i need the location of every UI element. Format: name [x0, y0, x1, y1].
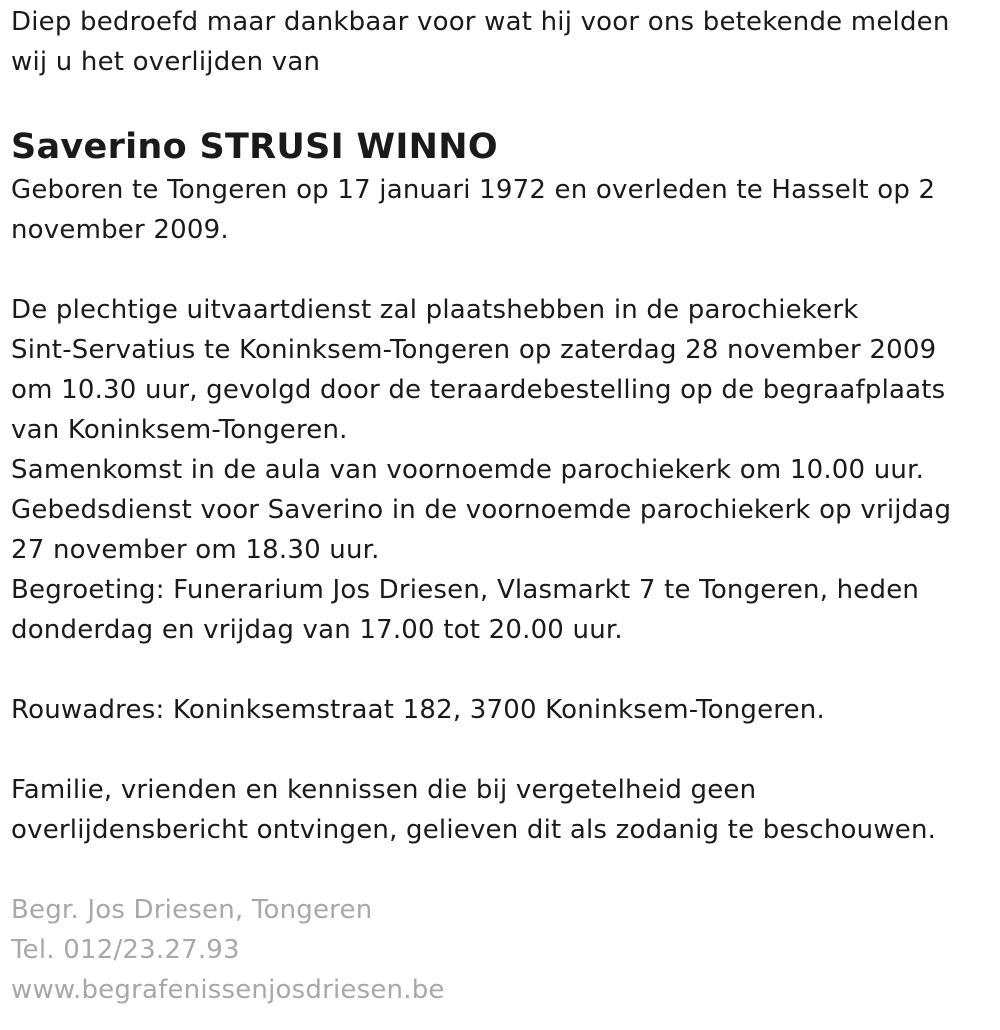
undertaker-name: Begr. Jos Driesen, Tongeren [11, 895, 373, 925]
service-line: om 10.30 uur, gevolgd door de teraardebestelling op de begraafplaats [11, 375, 946, 405]
birth-death-line: Geboren te Tongeren op 17 januari 1972 en overleden te Hasselt op 2 [11, 175, 936, 205]
prayer-service-line: Gebedsdienst voor Saverino in de voornoemde parochiekerk op vrijdag [11, 495, 952, 525]
spacer [11, 650, 1000, 690]
service-line: De plechtige uitvaartdienst zal plaatshebben in de parochiekerk [11, 295, 859, 325]
viewing-line: donderdag en vrijdag van 17.00 tot 20.00 uur. [11, 615, 623, 645]
notice-paragraph [11, 770, 1000, 850]
spacer [11, 82, 1000, 122]
intro-line: wij u het overlijden van [11, 47, 321, 77]
spacer [11, 850, 1000, 890]
service-line: Sint-Servatius te Koninksem-Tongeren op zaterdag 28 november 2009 [11, 335, 937, 365]
undertaker-block [11, 890, 1000, 1010]
undertaker-phone: Tel. 012/23.27.93 [11, 935, 240, 965]
birth-death-paragraph [11, 170, 1000, 250]
notice-line: Familie, vrienden en kennissen die bij vergetelheid geen [11, 775, 757, 805]
service-line: van Koninksem-Tongeren. [11, 415, 348, 445]
intro-paragraph [11, 2, 1000, 82]
mourning-address: Rouwadres: Koninksemstraat 182, 3700 Koninksem-Tongeren. [11, 695, 825, 725]
gathering-line: Samenkomst in de aula van voornoemde parochiekerk om 10.00 uur. [11, 455, 925, 485]
undertaker-website-link[interactable]: www.begrafenissenjosdriesen.be [11, 975, 445, 1005]
notice-line: overlijdensbericht ontvingen, gelieven dit als zodanig te beschouwen. [11, 815, 937, 845]
intro-line: Diep bedroefd maar dankbaar voor wat hij voor ons betekende melden [11, 7, 950, 37]
service-paragraph [11, 290, 1000, 650]
deceased-name: Saverino STRUSI WINNO [11, 127, 498, 167]
prayer-service-line: 27 november om 18.30 uur. [11, 535, 380, 565]
birth-death-line: november 2009. [11, 215, 229, 245]
spacer [11, 250, 1000, 290]
spacer [11, 730, 1000, 770]
viewing-line: Begroeting: Funerarium Jos Driesen, Vlasmarkt 7 te Tongeren, heden [11, 575, 920, 605]
